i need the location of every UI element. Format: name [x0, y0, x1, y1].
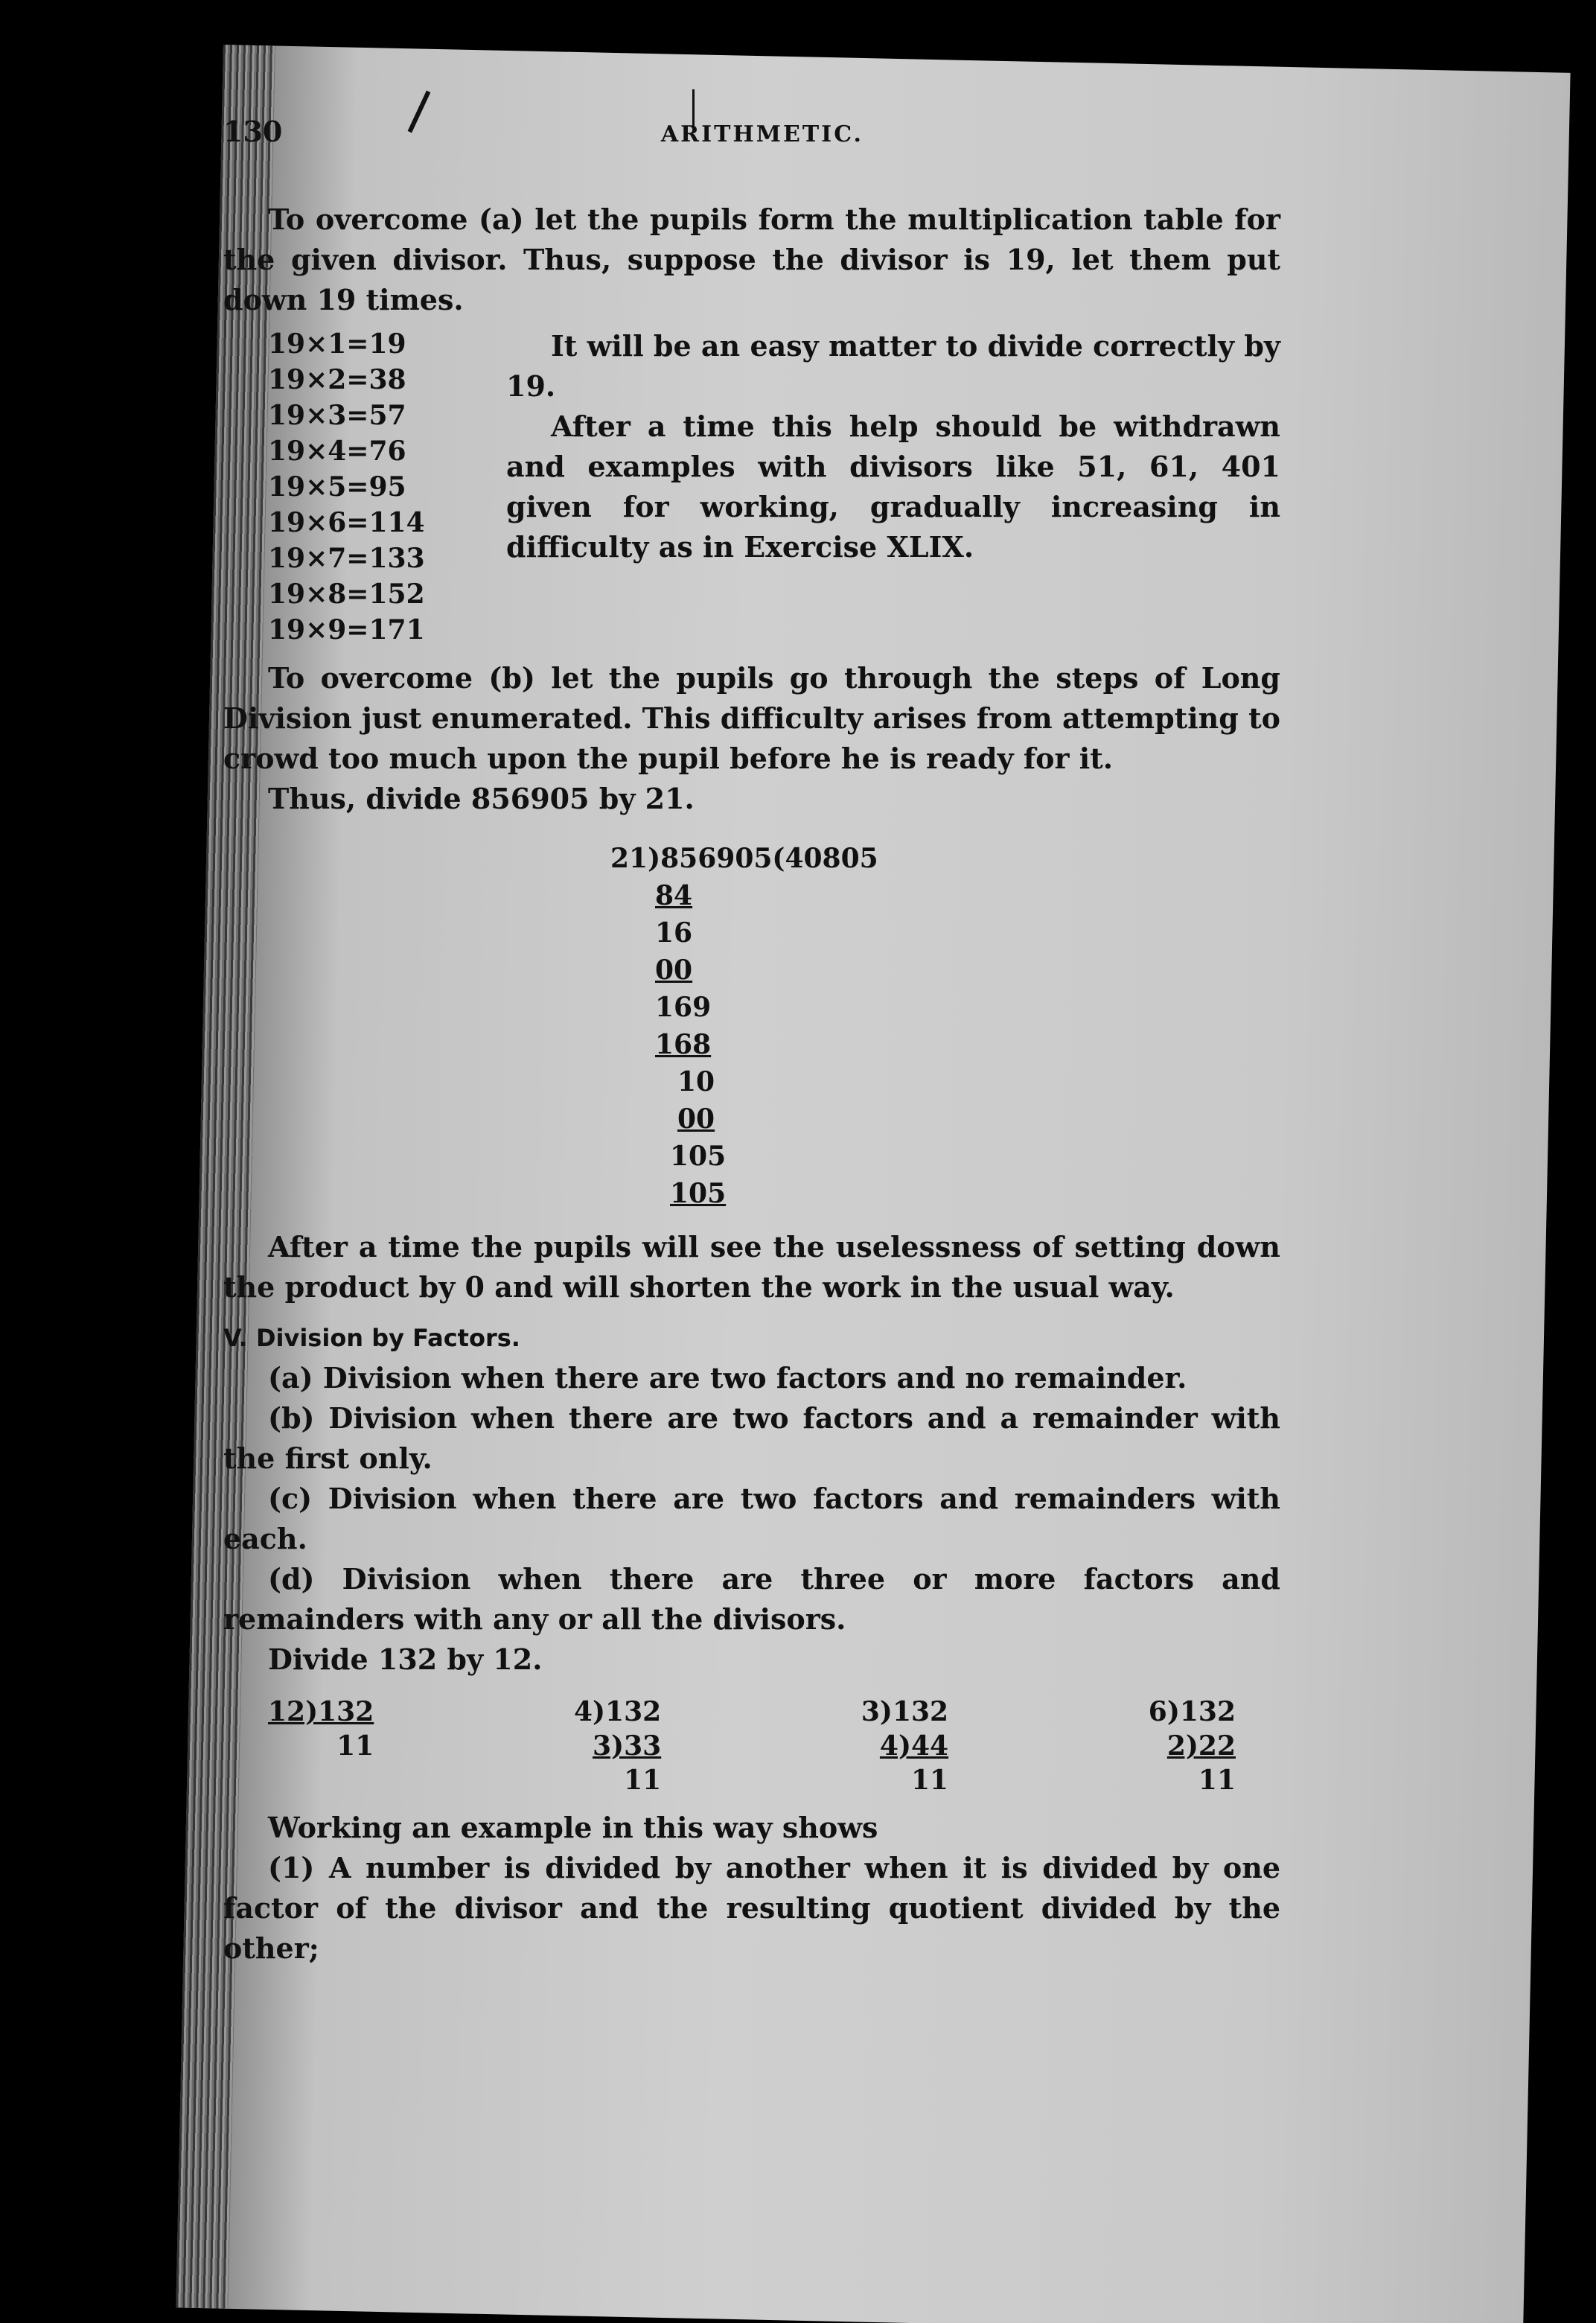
table-row: 19×8=152 — [268, 579, 425, 610]
long-division-step: 105 — [670, 1178, 727, 1209]
multiplication-block — [223, 326, 1280, 648]
factor-step: 2)22 — [1166, 1730, 1236, 1762]
running-head: ARITHMETIC. — [660, 121, 864, 147]
factor-step: 11 — [336, 1730, 374, 1762]
factor-examples — [268, 1695, 1236, 1797]
factor-example — [574, 1695, 661, 1797]
factor-example — [268, 1695, 374, 1797]
list-item: (c) Division when there are two factors and remainders with each. — [223, 1482, 1280, 1555]
long-division-step: 16 — [655, 917, 693, 949]
paragraph: It will be an easy matter to divide correctly by 19. — [506, 329, 1280, 403]
section-heading: V. Division by Factors. — [223, 1324, 520, 1352]
factor-step: 11 — [910, 1765, 949, 1796]
factor-example — [861, 1695, 948, 1797]
table-row: 19×9=171 — [268, 614, 425, 646]
factor-step: 6)132 — [1148, 1696, 1236, 1727]
long-division-step: 84 — [655, 880, 693, 911]
table-row: 19×6=114 — [268, 507, 425, 538]
table-row: 19×5=95 — [268, 471, 406, 503]
paragraph: Working an example in this way shows — [268, 1811, 878, 1844]
page-header — [223, 112, 1280, 155]
factor-step: 4)132 — [573, 1696, 662, 1727]
multiplication-table — [223, 326, 462, 648]
long-division-step: 10 — [677, 1066, 715, 1097]
paragraph: (1) A number is divided by another when it is divided by one factor of the divisor and the resulting quotient divided by the other; — [223, 1851, 1280, 1965]
paragraph: Divide 132 by 12. — [268, 1642, 543, 1676]
table-row: 19×2=38 — [268, 364, 406, 395]
list-item: (d) Division when there are three or more factors and remainders with any or all the divisors. — [223, 1562, 1280, 1636]
factor-step: 4)44 — [879, 1730, 949, 1762]
factor-example — [1149, 1695, 1236, 1797]
table-row: 19×1=19 — [268, 328, 406, 360]
long-division-step: 00 — [677, 1103, 715, 1135]
side-text — [462, 326, 1280, 648]
paragraph: After a time the pupils will see the uselessness of setting down the product by 0 and will shorten the work in the usual way. — [223, 1230, 1280, 1304]
long-division-step: 168 — [655, 1029, 712, 1060]
paragraph: To overcome (a) let the pupils form the multiplication table for the given divisor. Thus, suppose the divisor is 19, let them put down 19 times. — [223, 203, 1280, 316]
long-division-step: 105 — [670, 1141, 727, 1172]
page-number: 130 — [223, 115, 283, 148]
paragraph: To overcome (b) let the pupils go through the steps of Long Division just enumerated. This difficulty arises from attempting to crowd too much upon the pupil before he is ready for it. — [223, 661, 1280, 775]
long-division — [610, 840, 1280, 1212]
table-row: 19×4=76 — [268, 436, 406, 467]
list-item: (b) Division when there are two factors and a remainder with the first only. — [223, 1401, 1280, 1475]
factor-step: 11 — [624, 1765, 662, 1796]
factor-step: 3)132 — [861, 1696, 949, 1727]
page-content — [223, 112, 1280, 1969]
factor-step: 11 — [1198, 1765, 1236, 1796]
factor-step: 3)33 — [593, 1730, 662, 1762]
paragraph: After a time this help should be withdrawn and examples with divisors like 51, 61, 401 given for working, gradually increasing in difficulty as in Exercise XLIX. — [506, 410, 1280, 564]
long-division-head: 21)856905(40805 — [610, 843, 878, 874]
paragraph: Thus, divide 856905 by 21. — [268, 782, 695, 815]
list-item: (a) Division when there are two factors and no remainder. — [268, 1361, 1187, 1395]
table-row: 19×3=57 — [268, 400, 406, 431]
long-division-step: 169 — [655, 992, 712, 1023]
factor-step: 12)132 — [268, 1696, 374, 1727]
long-division-step: 00 — [655, 955, 693, 986]
table-row: 19×7=133 — [268, 543, 425, 574]
